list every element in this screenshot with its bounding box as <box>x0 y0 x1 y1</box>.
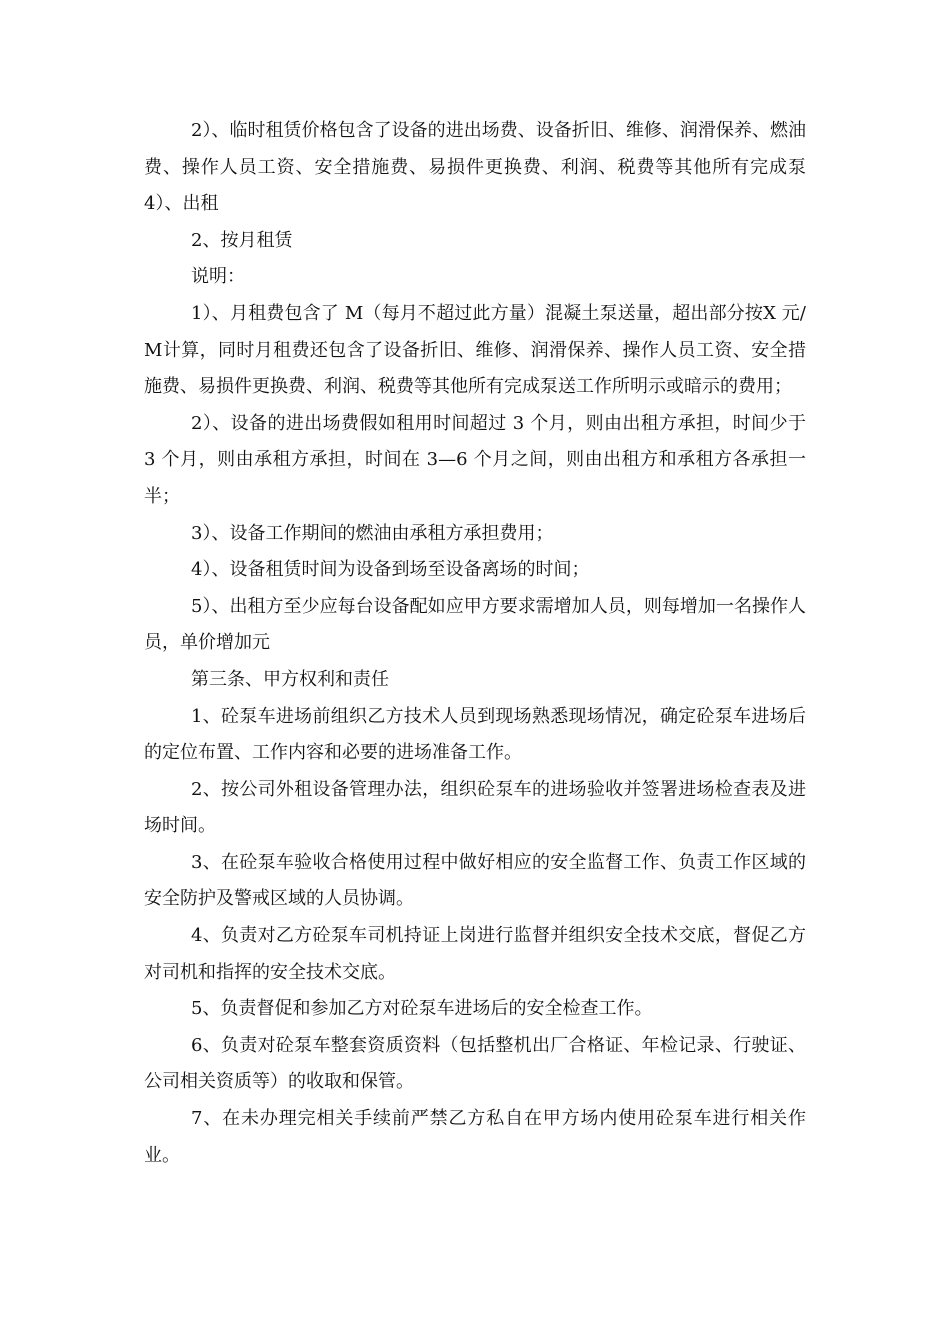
paragraph-clause-3: 3、在砼泵车验收合格使用过程中做好相应的安全监督工作、负责工作区域的安全防护及警戒区域的人员协调。 <box>144 851 806 910</box>
paragraph-explanation-label: 说明： <box>191 266 245 288</box>
paragraph-rental-price-scope: 2）、临时租赁价格包含了设备的进出场费、设备折旧、维修、润滑保养、燃油费、操作人员工资、安全措施费、易损件更换费、利润、税费等其他所有完成泵4）、出租 <box>144 120 806 215</box>
paragraph-monthly-fee-includes: 1）、月租费包含了 M（每月不超过此方量）混凝土泵送量，超出部分按X 元/M计算，同时月租费还包含了设备折旧、维修、润滑保养、操作人员工资、安全措施费、易损件更换费、利润、税费等其他所有完成泵送工作所明示或暗示的费用； <box>144 302 806 398</box>
document-body <box>144 113 806 1174</box>
section-heading-party-a-rights: 第三条、甲方权利和责任 <box>191 668 389 690</box>
paragraph-extra-personnel: 5）、出租方至少应每台设备配如应甲方要求需增加人员，则每增加一名操作人员，单价增加元 <box>144 595 806 654</box>
paragraph-clause-1: 1、砼泵车进场前组织乙方技术人员到现场熟悉现场情况，确定砼泵车进场后的定位布置、工作内容和必要的进场准备工作。 <box>144 705 806 764</box>
paragraph-entry-exit-fee: 2）、设备的进出场费假如租用时间超过 3 个月，则由出租方承担，时间少于 3 个月，则由承租方承担，时间在 3—6 个月之间，则由出租方和承租方各承担一半； <box>144 412 806 507</box>
paragraph-clause-4: 4、负责对乙方砼泵车司机持证上岗进行监督并组织安全技术交底，督促乙方对司机和指挥的安全技术交底。 <box>144 925 806 983</box>
paragraph-clause-6: 6、负责对砼泵车整套资质资料（包括整机出厂合格证、年检记录、行驶证、公司相关资质等）的收取和保管。 <box>144 1034 806 1093</box>
paragraph-monthly-rental-heading: 2、按月租赁 <box>191 229 293 251</box>
paragraph-rental-period: 4）、设备租赁时间为设备到场至设备离场的时间； <box>191 559 590 581</box>
paragraph-clause-2: 2、按公司外租设备管理办法，组织砼泵车的进场验收并签署进场检查表及进场时间。 <box>144 778 806 837</box>
paragraph-clause-5: 5、负责督促和参加乙方对砼泵车进场后的安全检查工作。 <box>191 998 653 1020</box>
paragraph-fuel-cost: 3）、设备工作期间的燃油由承租方承担费用； <box>191 522 554 544</box>
paragraph-clause-7: 7、在未办理完相关手续前严禁乙方私自在甲方场内使用砼泵车进行相关作业。 <box>144 1108 806 1166</box>
